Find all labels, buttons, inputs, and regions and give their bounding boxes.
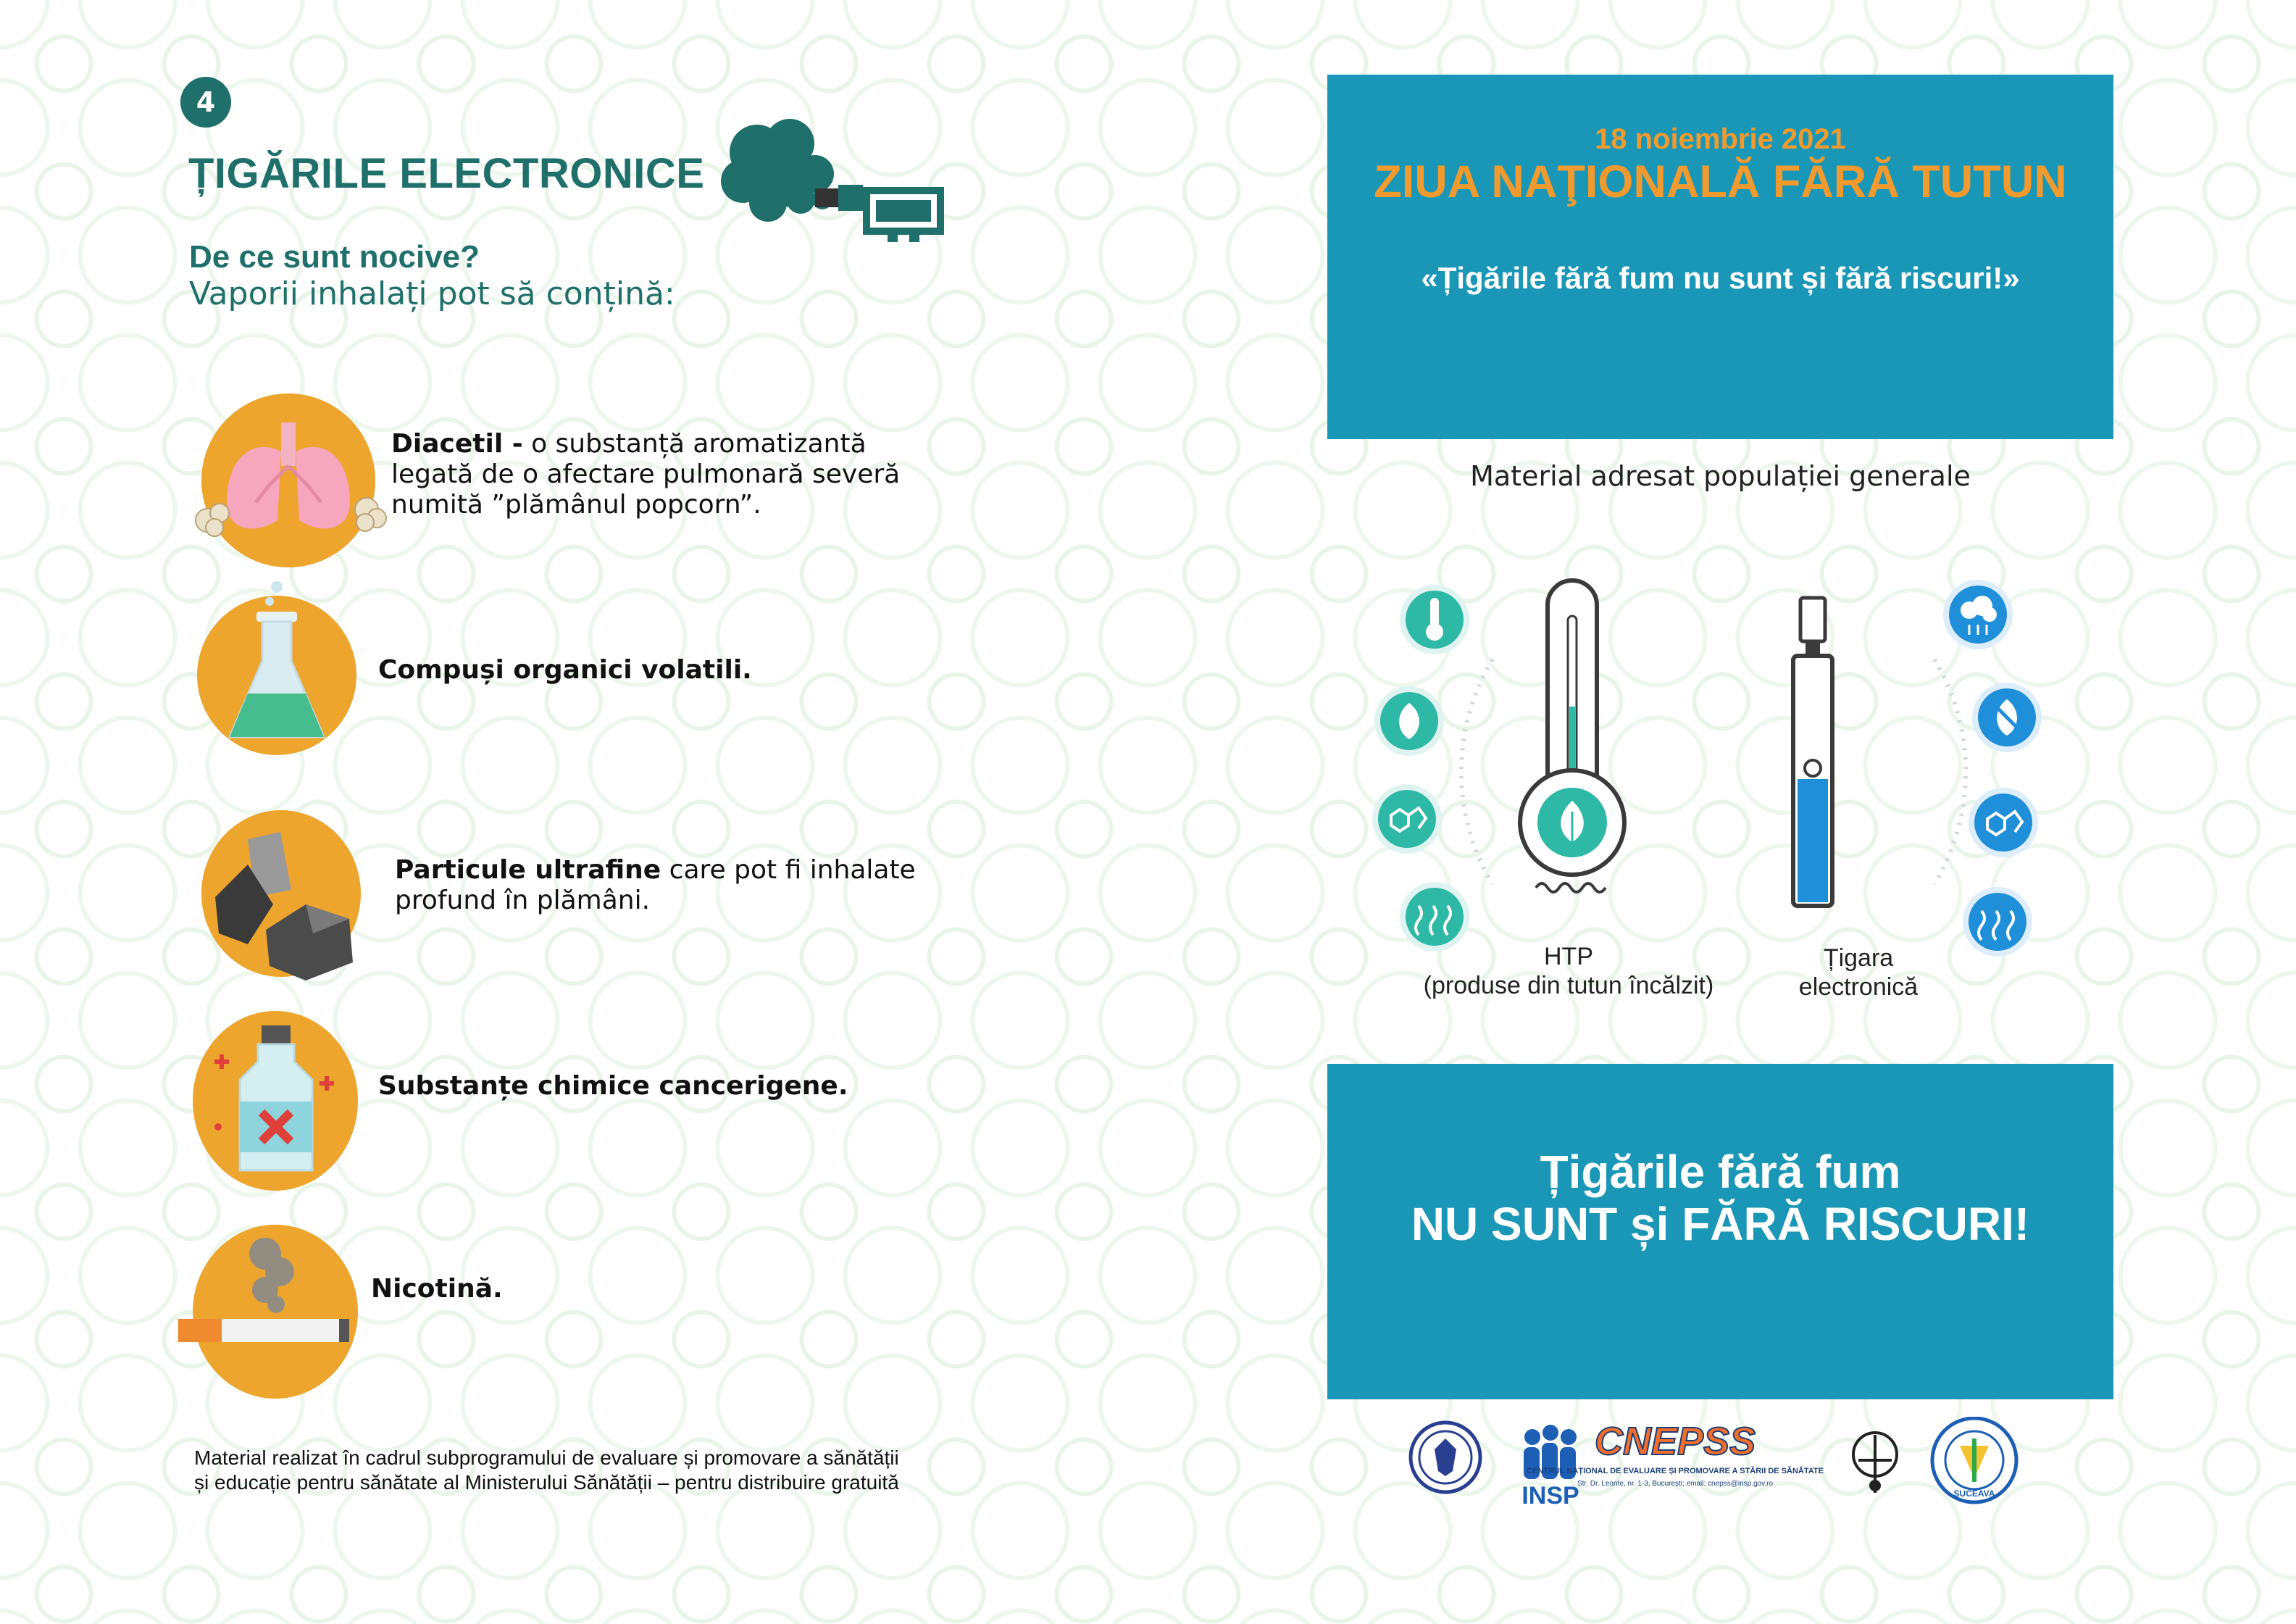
event-date: 18 noiembrie 2021 — [1595, 123, 1846, 155]
rocks-icon — [201, 810, 361, 977]
item-diacetil: Diacetil - o substanță aromatizantă legată de o afectare pulmonară severă numită ”plămânul popcorn”. — [391, 429, 901, 520]
subtitle-vapors: Vaporii inhalați pot să conțină: — [189, 275, 675, 312]
subtitle: De ce sunt nocive? — [189, 239, 480, 275]
poison-bottle-icon — [193, 1011, 358, 1191]
svg-text:CNEPSS: CNEPSS — [1594, 1420, 1756, 1463]
svg-text:CENTRUL NAȚIONAL DE EVALUARE Ș: CENTRUL NAȚIONAL DE EVALUARE ȘI PROMOVARE A STĂRII DE SĂNĂTATE — [1527, 1467, 1824, 1475]
item-voc: Compuși organici volatili. — [378, 655, 752, 685]
svg-text:SUCEAVA: SUCEAVA — [1953, 1488, 1995, 1499]
audience-text: Material adresat populației generale — [1470, 460, 1971, 492]
htp-label: HTP — [1544, 943, 1593, 970]
svg-text:Str. Dr. Leonte, nr. 1-3, Bucu: Str. Dr. Leonte, nr. 1-3, București; email: cnepss@insp.gov.ro — [1577, 1480, 1774, 1488]
footer-line-1: Material realizat în cadrul subprogramului de evaluare și promovare a sănătății — [194, 1446, 899, 1469]
footer-line-2: și educație pentru sănătate al Ministerului Sănătății – pentru distribuire gratuită — [194, 1471, 899, 1494]
htp-caption — [1398, 942, 1739, 1000]
htp-sublabel: (produse din tutun încălzit) — [1423, 972, 1714, 999]
cigarette-icon — [193, 1225, 358, 1399]
footer-note — [194, 1446, 899, 1495]
item-ultrafine: Particule ultrafine care pot fi inhalate profund în plămâni. — [395, 855, 916, 915]
banner-line-1: Țigările fără fum — [1540, 1146, 1901, 1198]
htp-vs-ecig-illustration — [1362, 551, 2087, 986]
event-headline: ZIUA NAŢIONALĂ FĂRĂ TUTUN — [1374, 157, 2067, 207]
health-symbol-icon — [1853, 1433, 1897, 1493]
flask-icon — [197, 596, 356, 755]
ecig-caption — [1735, 944, 1982, 1002]
logos-row — [1406, 1417, 2087, 1525]
page-title: ȚIGĂRILE ELECTRONICE — [188, 150, 705, 197]
svg-text:INSP: INSP — [1521, 1482, 1579, 1510]
vape-device-icon — [714, 116, 964, 246]
banner-line-2: NU SUNT și FĂRĂ RISCURI! — [1411, 1198, 2030, 1250]
page-number: 4 — [180, 77, 231, 128]
ecig-sublabel: electronică — [1798, 973, 1919, 1001]
item-nicotine: Nicotină. — [371, 1274, 503, 1304]
lungs-icon — [201, 393, 375, 567]
event-slogan: «Țigările fără fum nu sunt și fără riscuri!» — [1421, 261, 2020, 295]
item-carcinogens: Substanțe chimice cancerigene. — [378, 1071, 848, 1101]
government-seal-icon — [1411, 1423, 1480, 1492]
ecig-label: Țigara — [1823, 944, 1894, 972]
dsp-suceava-seal — [1932, 1418, 2016, 1502]
